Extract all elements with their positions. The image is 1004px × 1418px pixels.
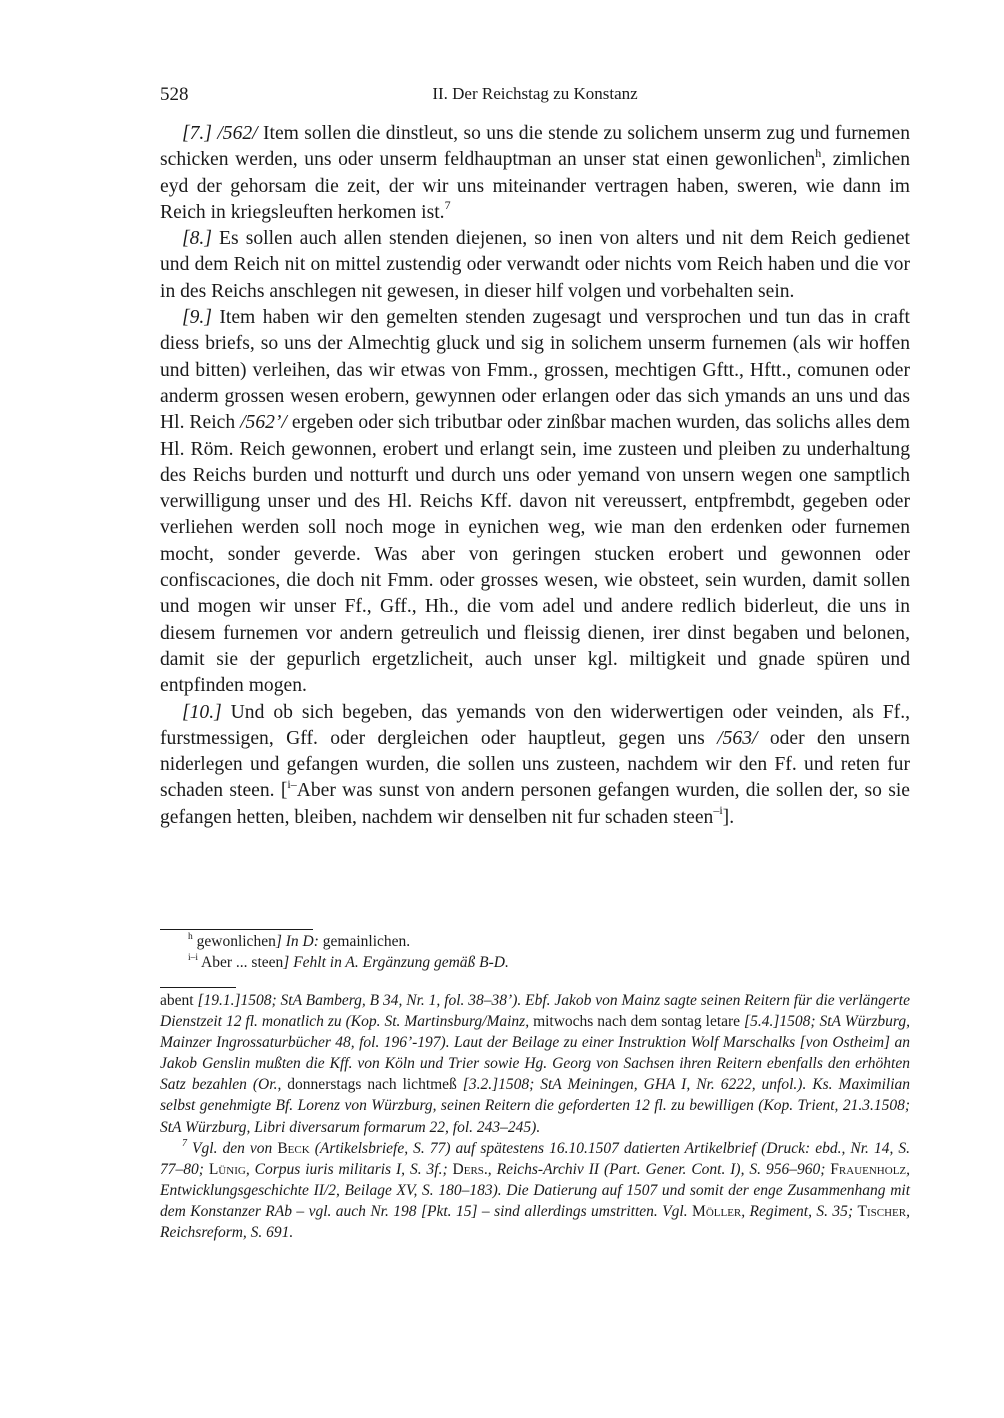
folio-reference: /562/ — [217, 123, 258, 144]
article-number: [8.] — [182, 228, 212, 250]
paragraph-text: ]. — [722, 806, 735, 828]
running-head: II. Der Reichstag zu Konstanz — [432, 84, 638, 103]
paragraph-text: , zimlichen eyd der gehorsam die zeit, der wir uns miteinander vertragen haben, sweren, wie dann im Reich in kriegsleuften herkomen ist. — [160, 149, 910, 223]
footnote-text: , Regiment, S. 35; — [741, 1202, 858, 1220]
footnote-text-italic: [19.1.]1508; StA Bamberg, B 34, Nr. 1, fol. 38–38’). Ebf. Jakob von Mainz sagte seinen Reitern für die verlängerte Dienstzeit 12 fl. monatlich zu (Kop. St. Martinsburg/Mainz, — [160, 992, 910, 1031]
footnote-text: , Reichs-Archiv II (Part. Gener. Cont. I), S. 956–960; — [487, 1160, 831, 1178]
folio-reference: /562’/ — [240, 412, 287, 434]
apparatus-lemma: Aber ... steen — [198, 954, 284, 971]
apparatus-note: gemainlichen. — [318, 933, 411, 950]
footnote-mark: 7 — [444, 198, 451, 213]
footnote-text: , Corpus iuris militaris I, S. 3f.; — [245, 1160, 453, 1178]
paragraph-text: oder den unsern niderlegen und gefangen wurden, die sollen uns zusteen, nachdem wir den Ff. und reten fur schaden steen. [ — [160, 727, 910, 802]
footnote-divider — [160, 987, 236, 988]
paragraph-text: ergeben oder sich tributbar oder zinßbar machen wurden, das solichs alles dem Hl. Röm. Reich gewonnen, erobert und erlangt sein, ime zusteen und pleiben zu underhaltung des Reichs burden und notturft und durch uns oder yemand von unsern wegen one samptlich verwilligung unser und des Hl. Reichs Kff. davon nit vereussert, entpfrembdt, gegeben oder verliehen werden soll noch moge in eynichen weg, wie man den erdenken oder furnemen mocht, sonder geverde. Was aber von geringen stucken erobert und gewonnen oder confiscaciones, die doch nit Fmm. oder grosses wesen, wie obsteet, sein wurden, damit sollen und mogen wir unser Ff., Gff., Hh., die vom adel und andere redlich biderleut, die uns in diesem furnemen vor andern getreulich und fleissig dienen, irer dinst begaben und belonen, damit sie der gepurlich ergetzlicheit, auch unser kgl. miltigkeit und gnade spüren und entpfinden mogen. — [160, 412, 910, 697]
paragraph-text: Item haben wir den gemelten stenden zugesagt und versprochen und tun das in craft diess briefs, so uns der Almechtig gluck und sig in solichem unserm furnemen (als wir hoffen und bitten) verleihen, das wir etwas von Fmm., grossen, mechtigen Gftt., Hftt., comunen oder anderm grossen wesen erobern, gewynnen oder erlangen oder das sich ymands an uns und das Hl. Reich — [160, 307, 910, 434]
author-name: Möller — [692, 1202, 742, 1220]
page-header — [160, 84, 910, 108]
apparatus-lemma: gewonlichen — [192, 933, 276, 950]
footnote-text: donnerstags nach lichtmeß — [281, 1076, 463, 1094]
apparatus-divider — [160, 929, 313, 930]
paragraph-10 — [160, 700, 910, 831]
page-number: 528 — [160, 84, 189, 105]
footnote-7 — [160, 1138, 910, 1243]
apparatus-entry — [160, 931, 910, 952]
paragraph-text: Es sollen auch allen stenden diejenen, so inen von alters und nit dem Reich gedienet und dem Reich nit on mittel zustendig oder verwandt oder nichts vom Reich haben und die vor in des Reichs anschlegen nit gewesen, in dieser hilf volgen und vorbehalten sein. — [160, 228, 910, 302]
footnote-text: Vgl. den von — [187, 1139, 278, 1157]
footnote-continuation — [160, 990, 910, 1138]
author-name: Lünig — [208, 1160, 246, 1178]
article-number: [10.] — [182, 701, 222, 723]
paragraph-text: Und ob sich begeben, das yemands von den widerwertigen oder veinden, als Ff., furstmessigen, Gff. oder dergleichen oder hauptleut, gegen uns — [160, 701, 910, 749]
apparatus-mark: h — [815, 145, 822, 160]
apparatus-mark: i– — [287, 776, 297, 791]
footnote-text: mitwochs nach dem sontag letare — [529, 1013, 745, 1031]
footnote-text: (Artikelsbriefe, S. 77) auf spätestens 16.10.1507 datierten Artikelbrief (Druck: ebd., Nr. 14, S. 77–80; — [160, 1139, 910, 1178]
footnote-text: , Entwicklungsgeschichte II/2, Beilage XV, S. 180–183). Die Datierung auf 1507 und somit der enge Zusammenhang mit dem Konstanzer RAb – vgl. auch Nr. 198 [Pkt. 15] – sind allerdings umstritten. Vgl. — [160, 1160, 911, 1220]
apparatus-bracket: ] — [275, 933, 286, 950]
apparatus-note-italic: Fehlt in A. Ergänzung gemäß B-D. — [293, 954, 509, 971]
paragraph-text: Aber was sunst von andern personen gefangen wurden, die sollen der, so sie gefangen hetten, bleiben, nachdem wir denselben nit fur schaden steen — [160, 780, 910, 828]
footnote-text-italic: [3.2.]1508; StA Meiningen, GHA I, Nr. 6222, unfol.). Ks. Maximilian selbst genehmigte Bf. Lorenz von Würzburg, seinen Reitern die geforderten 12 fl. zu bewilligen (Kop. Trient, 21.3.1508; StA Würzburg, Libri diversarum formarum 22, fol. 243–245). — [160, 1076, 911, 1136]
apparatus-entry-mark: i–i — [188, 952, 199, 963]
author-name: Ders. — [452, 1160, 488, 1178]
author-name: Beck — [277, 1139, 310, 1157]
apparatus-entry — [160, 952, 910, 973]
footnote-text-italic: [5.4.]1508; StA Würzburg, Mainzer Ingrossaturbücher 48, fol. 196’-197). Laut der Beilage zu einer Instruktion Wolf Marschalks [von Ostheim] an Jakob Genslin mußten die Kff. von Köln und Trier sowie Hg. Georg von Sachsen ihren Reitern ebenfalls den erhöhten Satz bezahlen (Or., — [160, 1013, 911, 1094]
footnote-text: , Reichsreform, S. 691. — [160, 1202, 910, 1242]
apparatus-note-italic: In D: — [285, 933, 319, 950]
paragraph-8 — [160, 226, 910, 305]
apparatus-bracket: ] — [283, 954, 294, 971]
paragraph-text: Item sollen die dinstleut, so uns die stende zu solichem unserm zug und furnemen schicken werden, uns oder unserm feldhauptman an unser stat einen gewonlichen — [160, 123, 910, 171]
footnote-number: 7 — [182, 1137, 187, 1149]
critical-apparatus — [160, 931, 910, 973]
apparatus-mark: –i — [713, 803, 723, 818]
paragraph-9 — [160, 305, 910, 699]
paragraph-7 — [160, 121, 910, 226]
article-number: [7.] — [182, 123, 212, 144]
author-name: Tischer — [857, 1202, 907, 1220]
footnote-text: abent — [160, 992, 198, 1009]
main-text — [160, 121, 910, 831]
article-number: [9.] — [182, 307, 212, 329]
apparatus-entry-mark: h — [188, 931, 193, 942]
folio-reference: /563/ — [717, 727, 758, 749]
footnotes — [160, 990, 910, 1243]
author-name: Frauenholz — [830, 1160, 907, 1178]
